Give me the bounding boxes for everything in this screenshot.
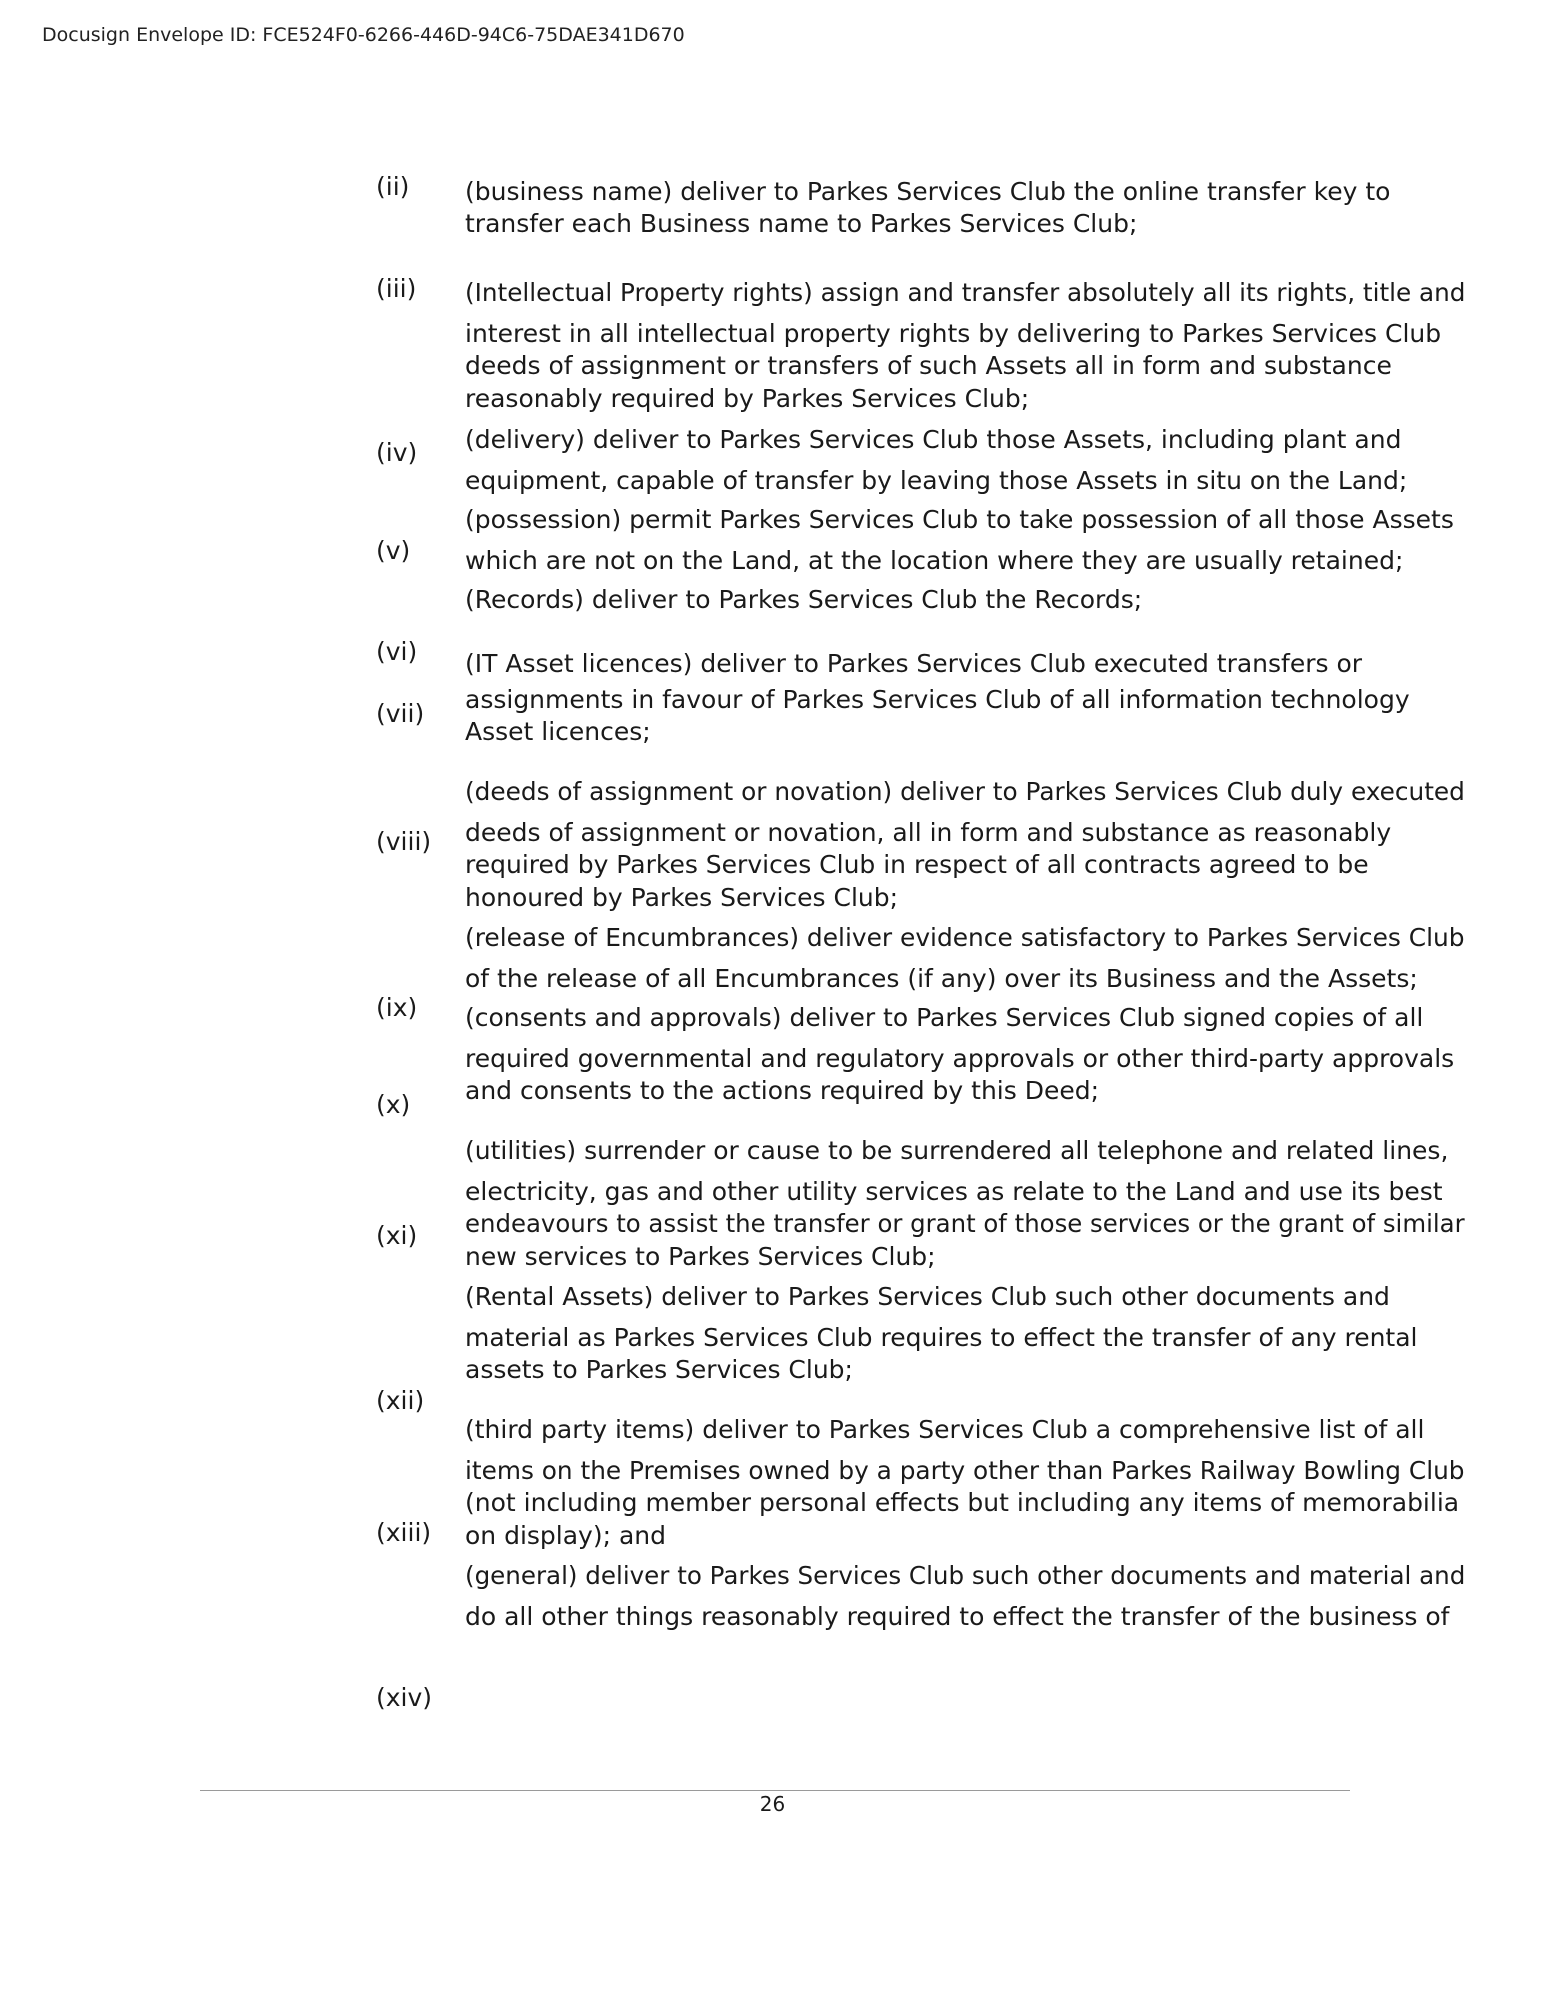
clause-line: (IT Asset licences) deliver to Parkes Services Club executed transfers or [465, 649, 1363, 678]
clause-line: on display); and [465, 1521, 667, 1550]
clause-line: of the release of all Encumbrances (if any) over its Business and the Assets; [465, 964, 1418, 993]
clause-line: (consents and approvals) deliver to Parkes Services Club signed copies of all [465, 1003, 1424, 1032]
clause-number: (vii) [376, 699, 425, 728]
clause-line: (release of Encumbrances) deliver evidence satisfactory to Parkes Services Club [465, 923, 1465, 952]
clause-line: equipment, capable of transfer by leaving those Assets in situ on the Land; [465, 466, 1408, 495]
envelope-id: Docusign Envelope ID: FCE524F0-6266-446D-94C6-75DAE341D670 [42, 24, 685, 46]
clause-line: material as Parkes Services Club requires to effect the transfer of any rental [465, 1323, 1418, 1352]
clause-line: honoured by Parkes Services Club; [465, 883, 899, 912]
clause-number: (iii) [376, 274, 417, 303]
clause-line: do all other things reasonably required to effect the transfer of the business of [465, 1602, 1450, 1631]
clause-line: reasonably required by Parkes Services Club; [465, 384, 1030, 413]
clause-line: (general) deliver to Parkes Services Club such other documents and material and [465, 1561, 1466, 1590]
clause-line: items on the Premises owned by a party other than Parkes Railway Bowling Club [465, 1456, 1465, 1485]
clause-line: assignments in favour of Parkes Services Club of all information technology [465, 685, 1410, 714]
clause-number: (ix) [376, 993, 418, 1022]
clause-number: (xiv) [376, 1683, 433, 1712]
clause-line: (possession) permit Parkes Services Club to take possession of all those Assets [465, 505, 1454, 534]
clause-line: (Rental Assets) deliver to Parkes Services Club such other documents and [465, 1282, 1390, 1311]
clause-line: (deeds of assignment or novation) deliver to Parkes Services Club duly executed [465, 777, 1465, 806]
footer-divider [200, 1790, 1350, 1791]
clause-line: (Records) deliver to Parkes Services Club the Records; [465, 585, 1143, 614]
clause-line: required governmental and regulatory approvals or other third-party approvals [465, 1044, 1455, 1073]
clause-line: (business name) deliver to Parkes Services Club the online transfer key to [465, 177, 1391, 206]
clause-line: deeds of assignment or novation, all in form and substance as reasonably [465, 818, 1392, 847]
clause-number: (x) [376, 1090, 411, 1119]
clause-line: new services to Parkes Services Club; [465, 1242, 936, 1271]
clause-line: (third party items) deliver to Parkes Services Club a comprehensive list of all [465, 1415, 1425, 1444]
clause-line: required by Parkes Services Club in respect of all contracts agreed to be [465, 850, 1369, 879]
clause-number: (vi) [376, 637, 418, 666]
clause-line: (Intellectual Property rights) assign and transfer absolutely all its rights, title and [465, 278, 1466, 307]
clause-line: interest in all intellectual property rights by delivering to Parkes Services Club [465, 319, 1442, 348]
clause-number: (xi) [376, 1221, 418, 1250]
clause-line: assets to Parkes Services Club; [465, 1355, 853, 1384]
clause-line: electricity, gas and other utility services as relate to the Land and use its best [465, 1177, 1443, 1206]
clause-line: deeds of assignment or transfers of such Assets all in form and substance [465, 351, 1392, 380]
clause-number: (iv) [376, 438, 418, 467]
clause-number: (xiii) [376, 1518, 432, 1547]
clause-line: Asset licences; [465, 717, 651, 746]
clause-line: endeavours to assist the transfer or grant of those services or the grant of similar [465, 1209, 1465, 1238]
clause-line: (delivery) deliver to Parkes Services Club those Assets, including plant and [465, 425, 1402, 454]
clause-line: transfer each Business name to Parkes Services Club; [465, 209, 1138, 238]
clause-line: (utilities) surrender or cause to be surrendered all telephone and related lines, [465, 1136, 1449, 1165]
clause-number: (viii) [376, 827, 432, 856]
clause-number: (ii) [376, 172, 410, 201]
clause-line: (not including member personal effects but including any items of memorabilia [465, 1488, 1460, 1517]
clause-number: (xii) [376, 1386, 425, 1415]
clause-number: (v) [376, 536, 411, 565]
clause-line: which are not on the Land, at the location where they are usually retained; [465, 546, 1404, 575]
clause-line: and consents to the actions required by this Deed; [465, 1076, 1100, 1105]
page-number: 26 [759, 1792, 786, 1816]
